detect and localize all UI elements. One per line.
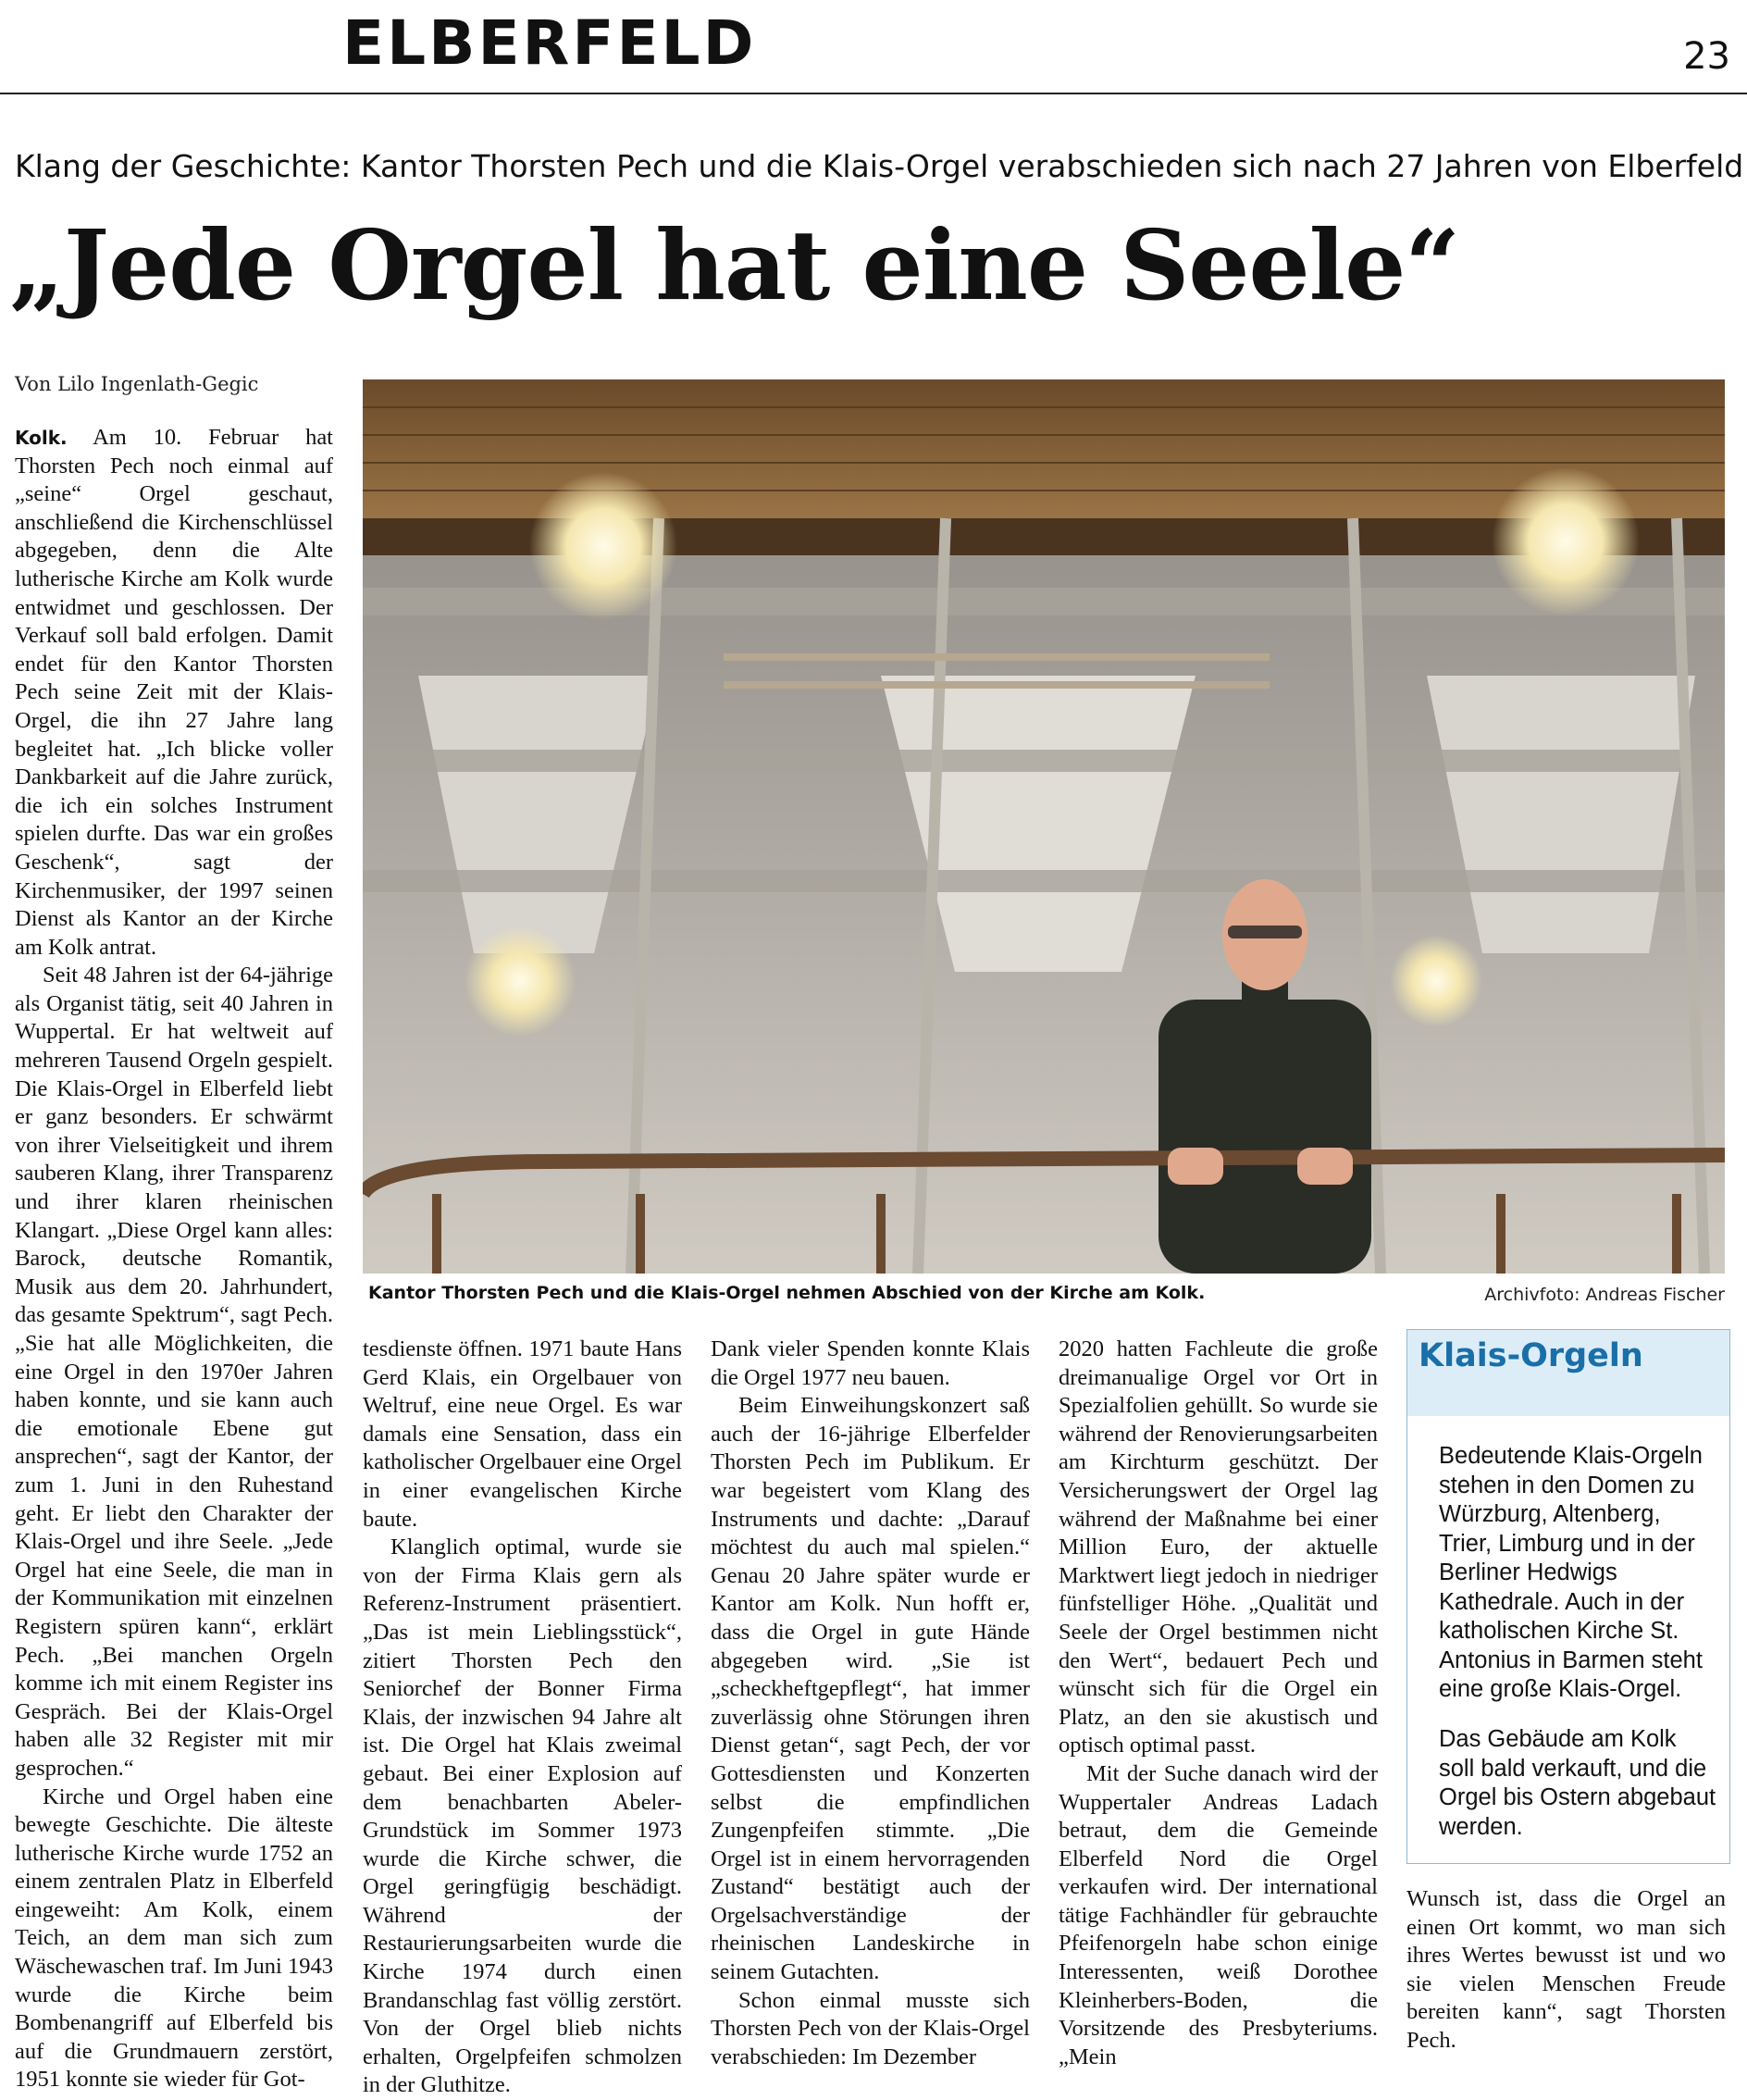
article-column-3 [711, 1336, 1030, 2071]
info-box-title: Klais-Orgeln [1407, 1330, 1729, 1416]
article-column-1 [15, 424, 333, 2094]
article-headline: „Jede Orgel hat eine Seele“ [9, 208, 1460, 322]
paragraph: Klanglich optimal, wurde sie von der Firma Klais gern als Referenz-Instrument präsentiert. „Das ist mein Lieblingsstück“, zitiert Thorsten Pech den Seniorchef der Bonner Firma Klais, der inzwischen 94 Jahre alt ist. Die Orgel hat Klais zweimal gebaut. Bei einer Explosion auf dem benachbarten Abeler-Grundstück im Sommer 1973 wurde die Kirche schwer, die Orgel geringfügig beschädigt. Während der Restaurierungsarbeiten wurde die Kirche 1974 durch einen Brandanschlag fast völlig zerstört. Von der Orgel blieb nichts erhalten, Orgelpfeifen schmolzen in der Gluthitze. [363, 1535, 682, 2098]
byline: Von Lilo Ingenlath-Gegic [15, 373, 259, 395]
paragraph: Dank vieler Spenden konnte Klais die Orgel 1977 neu bauen. [711, 1336, 1030, 1390]
article-column-5 [1406, 1885, 1726, 2056]
page-number: 23 [1683, 35, 1730, 78]
paragraph [15, 424, 333, 962]
article-column-4 [1059, 1336, 1378, 2071]
paragraph: tesdienste öffnen. 1971 baute Hans Gerd Klais, ein Orgelbauer von Weltruf, eine neue Orgel. Es war damals eine Sensation, dass ein katholischer Orgelbauer eine Orgel in einer evangelischen Kirche baute. [363, 1336, 682, 1532]
paragraph: Mit der Suche danach wird der Wuppertaler Andreas Ladach betraut, dem die Gemeinde Elberfeld Nord die Orgel verkaufen wird. Der international tätige Fachhändler für gebrauchte Pfeifenorgeln habe schon einige Interessenten, weiß Dorothee Kleinherbers-Boden, die Vorsitzende des Presbyteriums. „Mein [1059, 1760, 1378, 2069]
photo-credit: Archivfoto: Andreas Fischer [1484, 1285, 1725, 1305]
photo-illustration [363, 379, 1725, 1274]
article-kicker: Klang der Geschichte: Kantor Thorsten Pech und die Klais-Orgel verabschieden sich nach 27 Jahren von Elberfeld [15, 148, 1744, 184]
info-box [1406, 1329, 1730, 1864]
article-column-2 [363, 1336, 682, 2100]
article-photo [363, 379, 1725, 1274]
paragraph-text: Am 10. Februar hat Thorsten Pech noch einmal auf „seine“ Orgel geschaut, anschließend die Kirchenschlüssel abgegeben, denn die Alte lutherische Kirche am Kolk wurde entwidmet und geschlossen. Der Verkauf soll bald erfolgen. Damit endet für den Kantor Thorsten Pech seine Zeit mit der Klais-Orgel, die ihn 27 Jahre lang begleitet hat. „Ich blicke voller Dankbarkeit auf die Jahre zurück, die ich ein solches Instrument spielen durfte. Das war ein großes Geschenk“, sagt der Kirchenmusiker, der 1997 seinen Dienst als Kantor an der Kirche am Kolk antrat. [15, 425, 333, 960]
paragraph: 2020 hatten Fachleute die große dreimanualige Orgel vor Ort in Spezialfolien gehüllt. So wurde sie während der Renovierungsarbeiten am Kirchturm geschützt. Der Versicherungswert der Orgel lag während der Maßnahme bei einer Million Euro, der aktuelle Marktwert liegt jedoch in niedriger fünfstelliger Höhe. „Qualität und Seele der Orgel bestimmen nicht den Wert“, bedauert Pech und wünscht sich für die Orgel ein Platz, an den sie akustisch und optisch optimal passt. [1059, 1336, 1378, 1758]
info-box-paragraph: Das Gebäude am Kolk soll bald verkauft, und die Orgel bis Ostern abgebaut werden. [1439, 1726, 1716, 1840]
paragraph: Seit 48 Jahren ist der 64-jährige als Organist tätig, seit 40 Jahren in Wuppertal. Er hat weltweit auf mehreren Tausend Orgeln gespielt. Die Klais-Orgel in Elberfeld liebt er ganz besonders. Er schwärmt von ihrer Vielseitigkeit und ihrem sauberen Klang, ihrer Transparenz und ihrer klaren rheinischen Klangart. „Diese Orgel kann alles: Barock, deutsche Romantik, Musik aus dem 20. Jahrhundert, das gesamte Spektrum“, sagt Pech. „Sie hat alle Möglichkeiten, die eine Orgel in den 1970er Jahren haben konnte, und sie kann auch die emotionale Ebene gut ansprechen“, sagt der Kantor, der zum 1. Juni in den Ruhestand geht. Er liebt den Charakter der Klais-Orgel und ihre Seele. „Jede Orgel hat eine Seele, die man in der Kommunikation mit einzelnen Registern spüren kann“, erklärt Pech. „Bei manchen Orgeln komme ich mit einem Register ins Gespräch. Bei der Klais-Orgel haben alle 32 Register mit mir gesprochen.“ [15, 963, 333, 1781]
photo-caption: Kantor Thorsten Pech und die Klais-Orgel nehmen Abschied von der Kirche am Kolk. [368, 1283, 1206, 1303]
paragraph: Wunsch ist, dass die Orgel an einen Ort kommt, wo man sich ihres Wertes bewusst ist und wo sie vielen Menschen Freude bereiten kann“, sagt Thorsten Pech. [1406, 1886, 1726, 2053]
paragraph: Kirche und Orgel haben eine bewegte Geschichte. Die älteste lutherische Kirche wurde 1752 an einem zentralen Platz in Elberfeld eingeweiht: Am Kolk, einem Teich, an dem man sich zum Wäschewaschen traf. Im Juni 1943 wurde die Kirche beim Bombenangriff auf Elberfeld bis auf die Grundmauern zerstört, 1951 konnte sie wieder für Got- [15, 1783, 333, 2093]
paragraph: Beim Einweihungskonzert saß auch der 16-jährige Elberfelder Thorsten Pech im Publikum. Er war begeistert vom Klang des Instruments und dachte: „Darauf möchtest du auch mal spielen.“ Genau 20 Jahre später wurde er Kantor am Kolk. Nun hofft er, dass die Orgel in gute Hände abgegeben wird. „Sie ist „scheckheftgepflegt“, hat immer zuverlässig ohne Störungen ihren Dienst getan“, sagt Pech, der vor Gottesdiensten und Konzerten selbst die empfindlichen Zungenpfeifen stimmte. „Die Orgel ist in einem hervorragenden Zustand“ bestätigt auch der Orgelsachverständige der rheinischen Landeskirche in seinem Gutachten. [711, 1393, 1030, 1985]
section-title: ELBERFELD [342, 7, 757, 79]
lead-word: Kolk. [15, 427, 68, 449]
header-rule [0, 93, 1747, 94]
info-box-paragraph: Bedeutende Klais-Orgeln stehen in den Domen zu Würzburg, Altenberg, Trier, Limburg und in der Berliner Hedwigs Kathedrale. Auch in der katholischen Kirche St. Antonius in Barmen steht eine große Klais-Orgel. [1439, 1443, 1703, 1702]
paragraph: Schon einmal musste sich Thorsten Pech von der Klais-Orgel verabschieden: Im Dezember [711, 1987, 1030, 2069]
